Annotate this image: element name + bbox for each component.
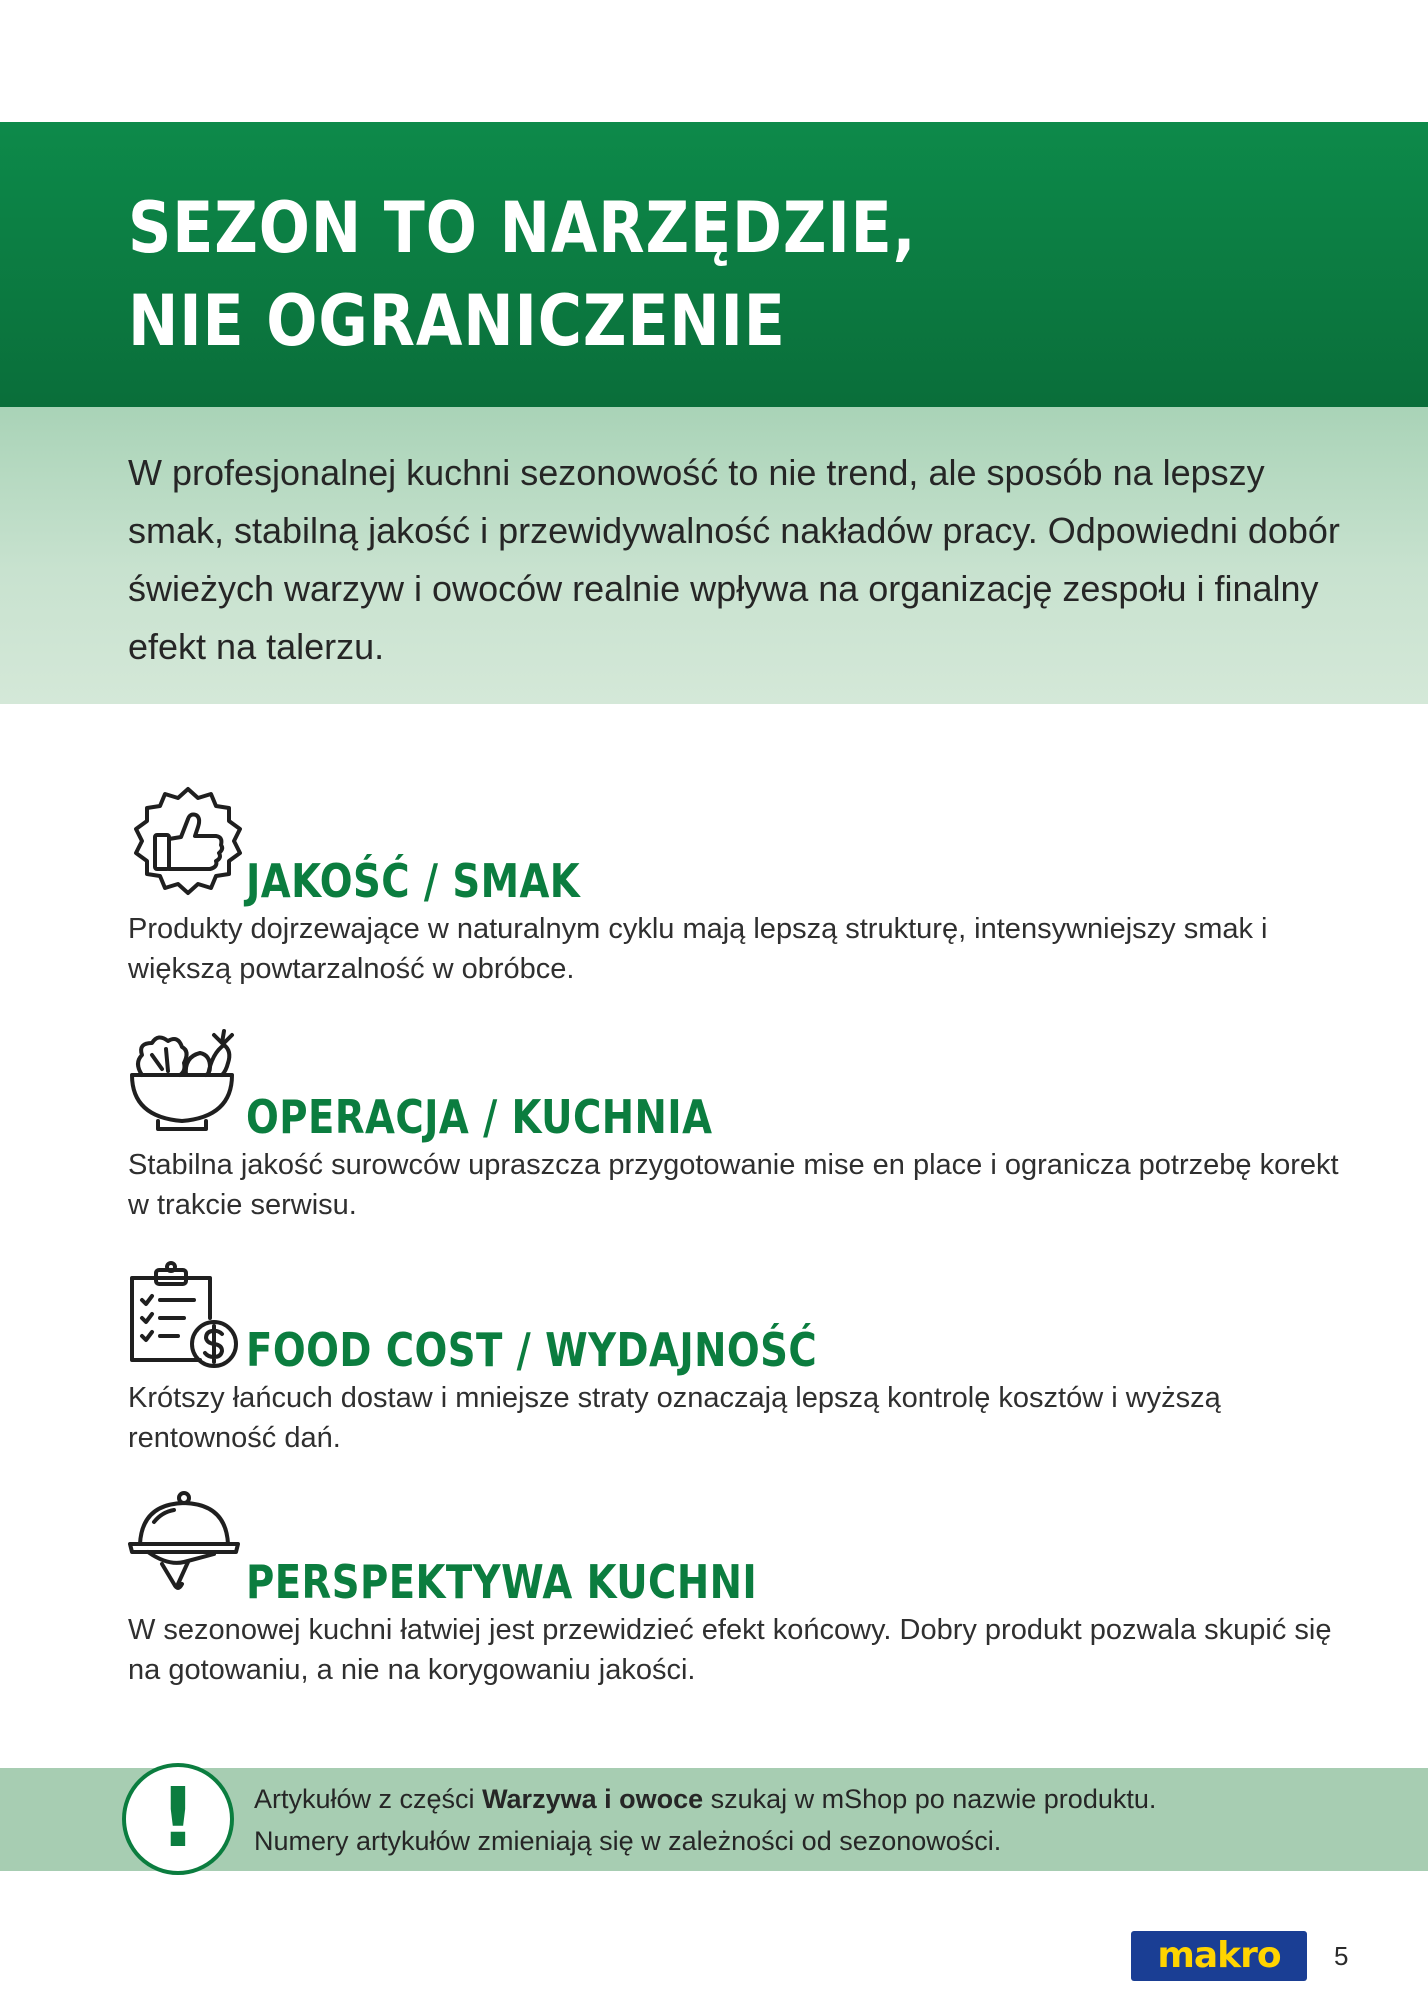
section-heading: FOOD COST / WYDAJNOŚĆ [246,1323,818,1377]
info-note-text [254,1778,1374,1862]
note-text-part: szukaj w mShop po nazwie produktu. [703,1784,1157,1814]
makro-logo-text: makro [1157,1935,1281,1976]
info-note-line2: Numery artykułów zmieniają się w zależności od sezonowości. [254,1826,1002,1856]
section-body: Krótszy łańcuch dostaw i mniejsze straty oznaczają lepszą kontrolę kosztów i wyższą rentowność dań. [128,1382,1221,1454]
makro-logo [1131,1931,1307,1981]
page-title-line2: NIE OGRANICZENIE [128,280,786,362]
info-note-line1 [254,1778,1374,1820]
section-heading: OPERACJA / KUCHNIA [246,1090,713,1144]
section-body: Produkty dojrzewające w naturalnym cyklu mają lepszą strukturę, intensywniejszy smak i większą powtarzalność w obróbce. [128,913,1268,985]
section-body: W sezonowej kuchni łatwiej jest przewidzieć efekt końcowy. Dobry produkt pozwala skupić się na gotowaniu, a nie na korygowaniu jakości. [128,1614,1332,1686]
section-perspective [128,1488,1348,1708]
clipboard-dollar-icon [128,1260,248,1380]
intro-text: W profesjonalnej kuchni sezonowość to nie trend, ale sposób na lepszy smak, stabilną jakość i przewidywalność nakładów pracy. Odpowiedni dobór świeżych warzyw i owoców realnie wpływa na organizację zespołu i finalny efekt na talerzu. [128,452,1340,667]
section-heading: PERSPEKTYWA KUCHNI [246,1555,758,1609]
page-number: 5 [1334,1941,1349,1971]
exclamation-symbol: ! [159,1771,197,1866]
section-operation [128,1025,1348,1225]
section-food-cost [128,1260,1348,1460]
serving-cloche-icon [128,1488,248,1608]
thumbs-up-badge-icon [128,785,248,905]
section-heading: JAKOŚĆ / SMAK [246,854,581,908]
note-highlight: Warzywa i owoce [482,1784,704,1814]
salad-bowl-icon [128,1025,248,1145]
section-body: Stabilna jakość surowców upraszcza przygotowanie mise en place i ogranicza potrzebę korekt w trakcie serwisu. [128,1149,1339,1221]
page-title [128,182,1117,368]
exclamation-icon [122,1763,234,1875]
section-quality [128,785,1348,985]
note-text-part: Artykułów z części [254,1784,483,1814]
page-title-line1: SEZON TO NARZĘDZIE, [128,187,917,269]
